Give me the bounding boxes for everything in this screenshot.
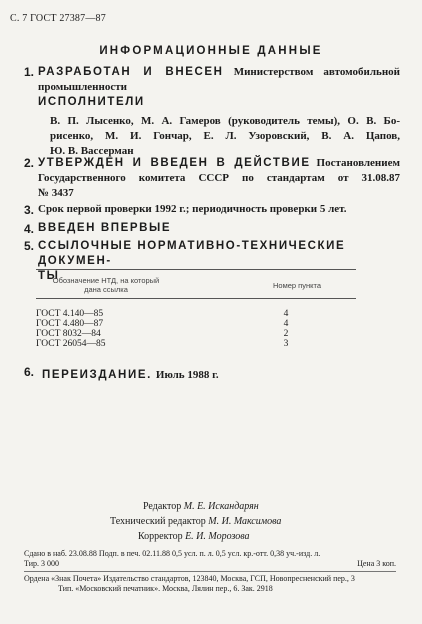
imprint-rule — [24, 571, 396, 572]
item-number-4: 4. — [24, 222, 35, 236]
table-header-doc-line-2: дана ссылка — [84, 285, 128, 294]
item-number-3: 3. — [24, 203, 35, 217]
table-header-item: Номер пункта — [272, 281, 321, 290]
item-6-caption: ПЕРЕИЗДАНИЕ. — [42, 369, 152, 381]
editor-name: М. Е. Искандарян — [183, 501, 259, 512]
tech-editor-label: Технический редактор — [110, 516, 206, 527]
item-number-2: 2. — [24, 156, 35, 170]
item-1-caption: РАЗРАБОТАН И ВНЕСЕН — [38, 66, 224, 78]
table-cell-item: 4 — [283, 319, 289, 329]
tech-editor-name: М. И. Максимова — [208, 516, 282, 527]
table-cell-item: 2 — [283, 329, 289, 339]
table-row — [36, 309, 336, 319]
item-4-caption: ВВЕДЕН ВПЕРВЫЕ — [38, 222, 172, 234]
imprint-line-1: Сдано в наб. 23.08.88 Подп. в печ. 02.11.88 0,5 усл. п. л. 0,5 усл. кр.-отт. 0,38 уч.-изд. л. — [24, 549, 321, 558]
executors-line-3: Ю. В. Вассерман — [50, 145, 134, 157]
item-number-1: 1. — [24, 65, 35, 79]
item-number-6: 6. — [24, 365, 35, 379]
imprint-line-3: Ордена «Знак Почета» Издательство стандартов, 123840, Москва, ГСП, Новопресненский пер., 3 — [24, 574, 355, 583]
editor-line — [100, 499, 400, 514]
table-cell-doc: ГОСТ 4.480—87 — [36, 319, 104, 329]
item-6 — [42, 365, 219, 383]
executors-line-2: рисенко, М. И. Гончар, Е. Л. Узоровский, В. А. Цапов, — [50, 130, 400, 142]
table-header-rule — [36, 298, 356, 299]
table-cell-doc: ГОСТ 8032—84 — [36, 329, 101, 339]
corrector-label: Корректор — [138, 531, 183, 542]
item-1-text: Министерством автомобильной — [233, 66, 400, 78]
item-2-text-end: № 3437 — [38, 187, 74, 199]
ntd-table — [36, 309, 336, 349]
table-cell-doc: ГОСТ 26054—85 — [36, 339, 106, 349]
table-row — [36, 339, 336, 349]
section-title: ИНФОРМАЦИОННЫЕ ДАННЫЕ — [99, 45, 323, 57]
table-cell-item: 4 — [283, 309, 289, 319]
table-header-doc-line-1: Обозначение НТД, на который — [52, 276, 160, 285]
item-2-caption: УТВЕРЖДЕН И ВВЕДЕН В ДЕЙСТВИЕ — [38, 157, 311, 169]
table-top-rule — [36, 269, 356, 270]
item-2-text-cont: Государственного комитета СССР по стандартам от 31.08.87 — [38, 172, 400, 184]
editor-label: Редактор — [143, 501, 182, 512]
imprint-line-4: Тип. «Московский печатник». Москва, Лялин пер., 6. Зак. 2918 — [58, 584, 273, 593]
executors-list — [50, 114, 400, 159]
table-row — [36, 329, 336, 339]
corrector-name: Е. И. Морозова — [185, 531, 250, 542]
corrector-line — [100, 529, 400, 544]
item-6-text: Июль 1988 г. — [155, 369, 219, 381]
tech-editor-line — [100, 514, 400, 529]
item-3-text: Срок первой проверки 1992 г.; периодичность проверки 5 лет. — [38, 203, 347, 215]
executors-line-1: В. П. Лысенко, М. А. Гамеров (руководитель темы), О. В. Бо- — [50, 115, 400, 127]
price: Цена 3 коп. — [357, 559, 396, 568]
item-5-caption: ССЫЛОЧНЫЕ НОРМАТИВНО-ТЕХНИЧЕСКИЕ ДОКУМЕН- — [38, 240, 346, 267]
page-header: С. 7 ГОСТ 27387—87 — [10, 13, 106, 24]
table-row — [36, 319, 336, 329]
item-number-5: 5. — [24, 239, 35, 253]
table-cell-item: 3 — [283, 339, 289, 349]
imprint-line-2 — [24, 559, 396, 569]
item-2-text: Постановлением — [316, 157, 400, 169]
executors-caption: ИСПОЛНИТЕЛИ — [38, 96, 145, 108]
item-5-caption-cont: ТЫ — [38, 270, 60, 282]
print-run: Тир. 3 000 — [24, 559, 59, 568]
editors-block — [100, 499, 400, 544]
item-1-text-cont: промышленности — [38, 81, 127, 93]
table-header-doc — [36, 276, 176, 294]
item-2 — [38, 156, 400, 201]
item-1 — [38, 65, 400, 95]
table-cell-doc: ГОСТ 4.140—85 — [36, 309, 104, 319]
